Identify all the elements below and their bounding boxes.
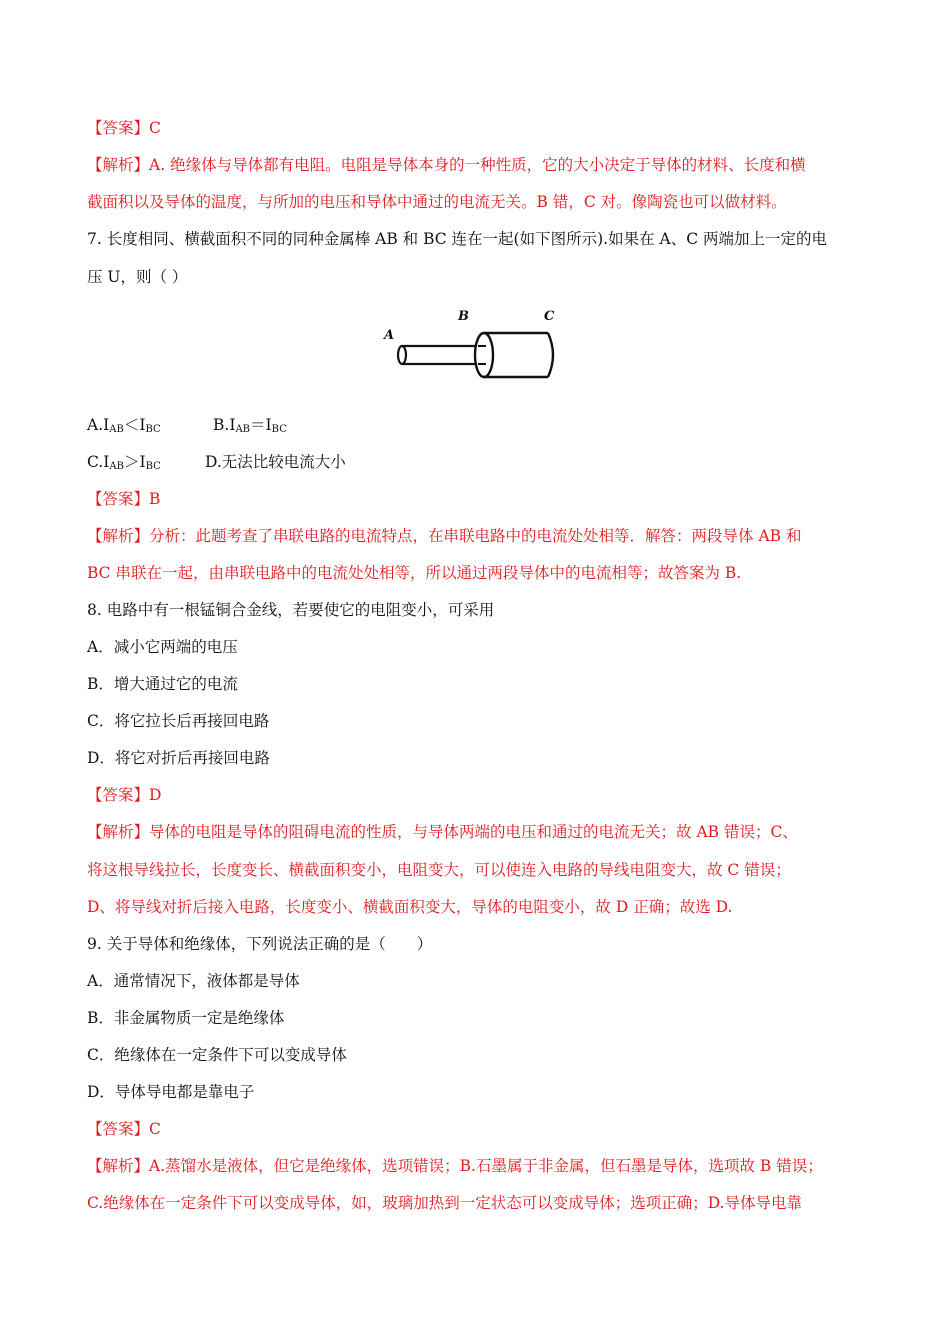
q9-answer	[87, 1117, 890, 1141]
q9-option-d: D．导体导电都是靠电子	[87, 1083, 255, 1101]
q8-option-d: D．将它对折后再接回电路	[87, 749, 270, 767]
q8-option-a: A．减小它两端的电压	[87, 638, 238, 656]
rod-diagram	[380, 303, 570, 383]
label-a: A	[384, 328, 395, 343]
q7-stem-line-1: 7. 长度相同、横截面积不同的同种金属棒 AB 和 BC 连在一起(如下图所示).如果在 A、C 两端加上一定的电	[87, 230, 827, 248]
q9-option-c: C．绝缘体在一定条件下可以变成导体	[87, 1046, 347, 1064]
rod-bc-end	[475, 333, 493, 377]
answer-value: C	[149, 1120, 161, 1138]
analysis-text: A.蒸馏水是液体，但它是绝缘体，选项错误；B.石墨属于非金属，但石墨是导体，选项故 B 错误；	[149, 1157, 823, 1175]
analysis-text: 分析：此题考查了串联电路的电流特点，在串联电路中的电流处处相等．解答：两段导体 AB 和	[149, 527, 802, 545]
analysis-tag: 【解析】	[87, 527, 150, 545]
q7-option-b: $B.I_{AB}=I_{BC}$	[213, 416, 287, 435]
q7-options-row-2	[87, 450, 890, 479]
q6-answer	[87, 116, 890, 140]
q9-option-a: A．通常情况下，液体都是导体	[87, 972, 300, 990]
analysis-tag: 【解析】	[87, 823, 150, 841]
q8-answer	[87, 783, 890, 807]
q7-option-c: $C.I_{AB}>I_{BC}$	[87, 453, 161, 472]
q8-analysis-line-1	[87, 820, 890, 844]
q7-options-row-1	[87, 413, 890, 442]
q9-stem: 9. 关于导体和绝缘体，下列说法正确的是（ ）	[87, 935, 433, 953]
q7-stem-line-2: 压 U，则（ ）	[87, 268, 188, 286]
analysis-tag: 【解析】	[87, 156, 150, 174]
answer-tag: 【答案】	[87, 119, 150, 137]
rod-figure	[380, 303, 570, 383]
q9-option-b: B．非金属物质一定是绝缘体	[87, 1009, 285, 1027]
q8-stem: 8. 电路中有一根锰铜合金线，若要使它的电阻变小，可采用	[87, 601, 495, 619]
analysis-text: A. 绝缘体与导体都有电阻。电阻是导体本身的一种性质，它的大小决定于导体的材料、长度和横	[149, 156, 806, 174]
q6-analysis-line-2: 截面积以及导体的温度，与所加的电压和导体中通过的电流无关。B 错，C 对。像陶瓷也可以做材料。	[87, 193, 787, 211]
analysis-text: 导体的电阻是导体的阻碍电流的性质，与导体两端的电压和通过的电流无关；故 AB 错误；C、	[149, 823, 798, 841]
q7-analysis-line-2: BC 串联在一起，由串联电路中的电流处处相等，所以通过两段导体中的电流相等；故答案为 B.	[87, 564, 742, 582]
q6-analysis-line-1	[87, 153, 890, 177]
label-b: B	[458, 309, 469, 324]
q7-analysis-line-1	[87, 524, 890, 548]
answer-tag: 【答案】	[87, 490, 150, 508]
answer-value: B	[149, 490, 161, 508]
rod-ab-end	[398, 346, 406, 364]
answer-value: C	[149, 119, 161, 137]
answer-value: D	[149, 786, 162, 804]
rod-bc-far-end	[548, 333, 553, 377]
q9-analysis-line-1	[87, 1154, 890, 1178]
label-c: C	[544, 309, 555, 324]
q8-option-b: B．增大通过它的电流	[87, 675, 238, 693]
answer-tag: 【答案】	[87, 786, 150, 804]
q9-analysis-line-2: C.绝缘体在一定条件下可以变成导体，如，玻璃加热到一定状态可以变成导体；选项正确；D.导体导电靠	[87, 1194, 803, 1212]
analysis-tag: 【解析】	[87, 1157, 150, 1175]
q7-option-d: D.无法比较电流大小	[205, 453, 346, 471]
q8-option-c: C．将它拉长后再接回电路	[87, 712, 270, 730]
q8-analysis-line-2: 将这根导线拉长，长度变长、横截面积变小，电阻变大，可以使连入电路的导线电阻变大，故 C 错误；	[87, 861, 791, 879]
answer-tag: 【答案】	[87, 1120, 150, 1138]
q7-option-a: $A.I_{AB}<I_{BC}$	[87, 416, 161, 435]
q8-analysis-line-3: D、将导线对折后接入电路，长度变小、横截面积变大，导体的电阻变小，故 D 正确；故选 D.	[87, 898, 733, 916]
q7-answer	[87, 487, 890, 511]
